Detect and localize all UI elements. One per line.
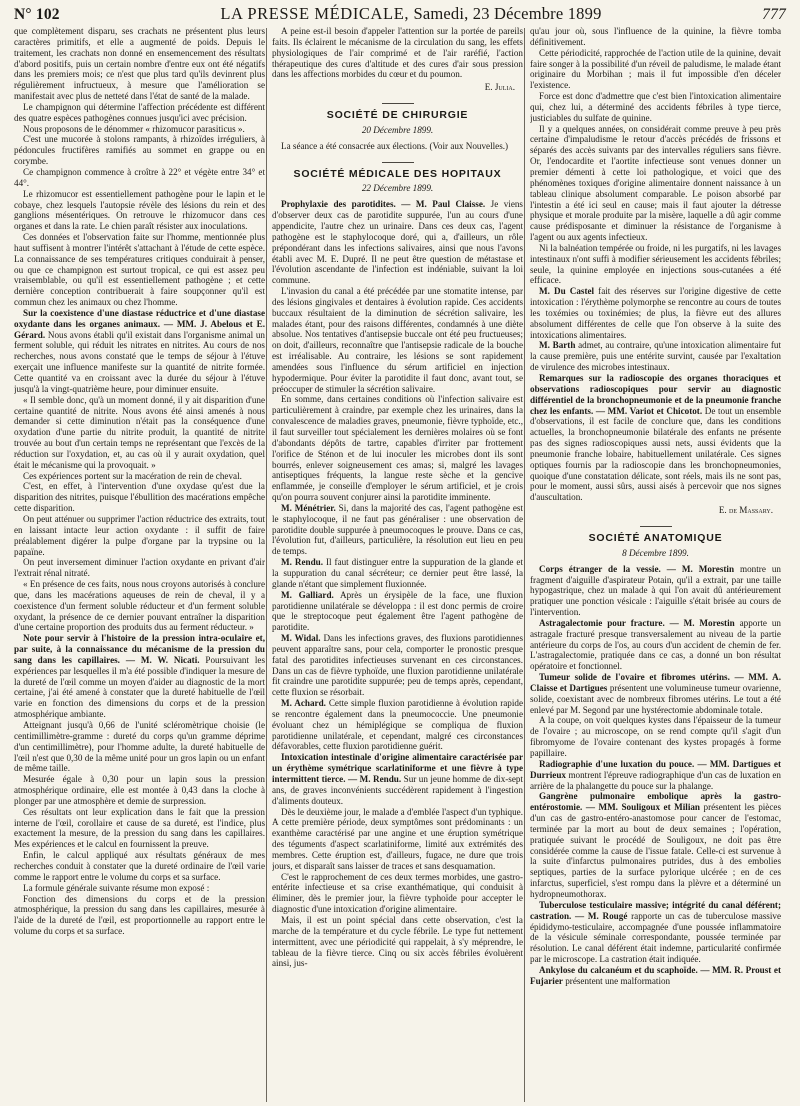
article-authors: — M. Morestin xyxy=(660,563,735,574)
section-date: 22 Décembre 1899. xyxy=(361,183,434,194)
article-title: Remarques sur la radioscopie des organes thoraciques et observations radioscopiques pour servir au diagnostic différentiel de la bronchopneumonie et de la pneumonie franche chez les enfants. xyxy=(530,373,781,416)
column-divider xyxy=(524,28,525,1102)
column-left xyxy=(14,26,265,1106)
body-paragraph: Force est donc d'admettre que c'est bien l'intoxication alimentaire qui, chez lui, a déterminé des accidents fébriles à type tierce, justiciables du sulfate de quinine. xyxy=(530,91,781,123)
article-text: Après un érysipèle de la face, une fluxion parotidienne unilatérale se développa : il est donc permis de croire que le streptocoque peut également être l'agent pathogène de parotidite. xyxy=(272,589,523,633)
running-head xyxy=(14,4,786,24)
body-paragraph: Atteignant jusqu'à 0,66 de l'unité scléromètrique choisie (le centimillimètre-gramme : dureté du corps qu'un gramme déprime d'un centimillimètre), pour l'homme adulte, la dureté habituelle de l'œil n'est que 0,30 de la même unité pour un gros lapin ou un enfant de même taille. xyxy=(14,720,265,774)
section-date: 20 Décembre 1899. xyxy=(361,124,434,135)
article-text: fait des réserves sur l'origine digestive de cette intoxication : l'érythème polymorphe se rencontre au cours de toutes les toxémies ou toxinémies; de plus, la fièvre eut des allures absolument différentes de celle que l'on observe à la suite des intoxications alimentaires. xyxy=(530,286,781,340)
article-paragraph xyxy=(272,503,523,557)
journal-title: LA PRESSE MÉDICALE, xyxy=(220,4,410,23)
body-paragraph: Le champignon qui détermine l'affection précédente est différent des quatre espèces pathogènes connues jusqu'ici avec précision. xyxy=(14,101,265,123)
section-date: 8 Décembre 1899. xyxy=(622,547,689,558)
body-paragraph: Cette périodicité, rapprochée de l'action utile de la quinine, devait faire songer à la possibilité d'un réveil de paludisme, le malade étant originaire du Morbihan ; mais il fut impossible d'en déceler l'existence. xyxy=(530,47,781,91)
section-heading: SOCIÉTÉ MÉDICALE DES HOPITAUX xyxy=(272,162,523,180)
article-paragraph xyxy=(14,633,265,720)
body-paragraph: C'est le rapprochement de ces deux termes morbides, une gastro-entérite infectieuse et sa crise exanthématique, qui conduisit à éliminer, dès le premier jour, la fièvre typhoïde pour accepter le diagnostic d'une intoxication d'origine alimentaire. xyxy=(272,871,523,915)
body-paragraph: Ni la balnéation tempérée ou froide, ni les purgatifs, ni les lavages intestinaux n'ont suffi à modifier sérieusement les accidents fébriles; seule, la quinine employée en injections sous-cutanées a été efficace. xyxy=(530,242,781,286)
article-paragraph xyxy=(272,752,523,806)
article-title: Ankylose du calcanéum et du scaphoïde. xyxy=(539,964,698,975)
article-authors: M. Barth xyxy=(539,340,576,351)
journal-masthead xyxy=(60,4,762,24)
column-middle xyxy=(272,26,523,1106)
article-title: Gangrène pulmonaire embolique après la gastro-entérostomie. xyxy=(530,791,781,813)
article-text: Nous avons établi qu'il existait dans l'organisme animal un ferment soluble, qui réduit les nitrates en nitrites. Au cours de nos recherches, nous avons constaté que le temps de séjour à l'étuve exerçait une influence manifeste sur la quantité de nitrite formée. Cette quantité va en croissant avec la durée du séjour à l'étuve jusqu'à la vingt-quatrième heure, pour diminuer ensuite. xyxy=(14,329,265,394)
article-text: Sur un jeune homme de dix-sept ans, de graves inconvénients succédèrent rapidement à l'ingestion d'aliments douteux. xyxy=(272,774,523,806)
article-authors: — MM. A. Claisse et Dartigues xyxy=(530,672,781,693)
body-paragraph: Le rhizomucor est essentiellement pathogène pour le lapin et le cobaye, chez lesquels l'autopsie révèle des lésions du rein et des ganglions mésentériques. On retrouve le rhizomucor dans ces organes et dans la rate. Le chien paraît résister aux inoculations. xyxy=(14,188,265,232)
article-paragraph xyxy=(530,373,781,503)
article-authors: — M. Morestin xyxy=(664,617,735,628)
body-paragraph: que complètement disparu, ses crachats ne présentent plus leurs caractères primitifs, et elle a augmenté de poids. Depuis le traitement, les crachats non donné en ensemencement des résultats d'abord positifs, puis un certain nombre d'entre eux ont été négatifs dans les premiers mois; ce n'est que plus tard qu'ils devinrent plus régulièrement infructueux, à mesure que l'amélioration se manifestait avec plus de netteté dans l'état de santé de la malade. xyxy=(14,26,265,102)
article-paragraph xyxy=(530,286,781,340)
article-authors: M. Rendu. xyxy=(281,557,324,568)
article-paragraph xyxy=(530,759,781,792)
body-paragraph: Mais, il est un point spécial dans cette observation, c'est la marche de la température et du cycle fébrile. Le type fut nettement intermittent, avec une périodicité qui rappelait, à s'y méprendre, le tableau de la fièvre tierce. Cinq ou six accès fébriles évoluèrent ainsi, jus- xyxy=(272,914,523,969)
article-title: Astragalectomie pour fracture. xyxy=(539,617,665,628)
article-paragraph xyxy=(530,618,781,672)
article-authors: M. Ménétrier. xyxy=(281,502,336,513)
article-title: Tuberculose testiculaire massive; intégrité du canal déférent; castration. xyxy=(530,899,781,921)
body-paragraph: En somme, dans certaines conditions où l'infection salivaire est particulièrement à craindre, par exemple chez les urinaires, dans la convalescence de maladies graves, pneumonie, fièvre typhoïde, etc., il faut surveiller tout spécialement les dernières molaires où se font d'abondants dépôts de tartre, capables d'irriter par frottement l'orifice de Sténon et de lui inoculer les microbes dont ils sont bourrés, enlever soigneusement ces amas; si, malgré les lavages antiseptiques fréquents, la langue reste sèche et la gencive enflammée, je conseille d'employer le sérum artificiel, et je crois qu'on pourra souvent conjurer ainsi la parotidite imminente. xyxy=(272,394,523,503)
body-paragraph: Ces données et l'observation faite sur l'homme, mentionnée plus haut suffisent à montrer l'intérêt s'attachant à l'étude de cette espèce. La connaissance de ses températures critiques conduirait à penser, ou que ce champignon est surtout tropical, ce qui est assez peu vraisemblable, ou qu'il est essentiellement pathogène ; et cette dernière conception contribuerait à faire soupçonner qu'il est commun chez les animaux ou chez l'homme. xyxy=(14,232,265,308)
body-paragraph: Il y a quelques années, on considérait comme preuve à peu près certaine d'impaludisme le retour d'accès précédés de frissons et séparés des accès suivants par des intervalles réguliers sans fièvre. Or, l'endocardite et l'aortite infectieuse sont venues donner un premier démenti à cette loi pathologique, et voici que des phénomènes toxiques d'origine alimentaire donnent naissance à un tableau clinique absolument comparable. Le poison absorbé par l'intestin a été ici seul en cause; mais il faut ajouter la détresse physique et morale produite par la misère, laquelle a dû agir comme cause prédisposante et diminuer la résistance de l'organisme à l'agent ou aux agents infectieux. xyxy=(530,123,781,243)
body-paragraph: « Il semble donc, qu'à un moment donné, il y ait disparition d'une certaine quantité de nitrite. Nous avons été ainsi amenés à nous demander si cette diminution n'était pas la conséquence d'une oxydation d'une partie du nitrite produit, la quantité de nitrite trouvée au bout d'un certain temps ne représentant que l'excès de la réduction sur l'oxydation, et, au cas où il y aurait oxydation, quel était le mécanisme qui la provoquait. » xyxy=(14,394,265,470)
article-authors: — M. W. Nicati. xyxy=(119,654,200,665)
article-paragraph xyxy=(530,340,781,373)
article-paragraph xyxy=(272,557,523,590)
article-paragraph xyxy=(530,791,781,899)
article-paragraph xyxy=(272,633,523,698)
article-authors: — MM. R. Proust et Fujarier xyxy=(530,964,781,986)
article-paragraph xyxy=(14,308,265,395)
article-authors: M. Achard. xyxy=(281,698,326,709)
article-authors: M. Widal. xyxy=(281,633,321,644)
article-authors: — M. Rougé xyxy=(571,910,628,921)
article-title: Prophylaxie des parotidites. xyxy=(281,199,396,210)
article-paragraph xyxy=(530,564,781,618)
body-paragraph: Fonction des dimensions du corps et de la pression atmosphérique, la pression du sang dans les capillaires, mesurée à l'aide de la dureté de l'œil, est proportionnelle au rapport entre le volume du corps et sa surface. xyxy=(14,893,265,937)
article-text: montre un fragment d'aiguille d'aspirateur Potain, qu'il a extrait, par une taille hypogastrique, chez un malade à qui l'on avait dû antérieurement pratiquer une ponction vésicale : l'aiguille s'était brisée au cours de l'intervention. xyxy=(530,563,781,618)
article-authors: — MM. Dartigues et Durrieux xyxy=(530,758,781,780)
body-paragraph: La séance a été consacrée aux élections. (Voir aux Nouvelles.) xyxy=(281,140,509,151)
article-authors: M. Galliard. xyxy=(281,589,334,600)
article-text: rapporte un cas de tuberculose massive épididymo-testiculaire, accompagnée d'une poussée inflammatoire de la vésicule séminale correspondante, poussée terminée par résolution. Le canal déférent était indemne, particularité confirmée par le microscope. La castration était indiquée. xyxy=(530,910,781,965)
body-paragraph: A la coupe, on voit quelques kystes dans l'épaisseur de la tumeur de l'ovaire ; au microscope, on se rend compte qu'il s'agit d'un fibromyome de l'ovaire contenant des kystes propagés à forme papillaire. xyxy=(530,715,781,758)
article-title: Note pour servir à l'histoire de la pression intra-oculaire et, par suite, à la connaissance du mécanisme de la pression du sang dans les capillaires. xyxy=(14,633,265,665)
article-text: Dans les infections graves, des fluxions parotidiennes peuvent apparaître sans, pour cela, comporter le pronostic presque fatal des parotidites infectieuses survenant en ces circonstances. Dans un cas de fièvre typhoïde, une fluxion parotidienne unilatérale fit craindre une parotidite suppurée; peu de temps après, cependant, cette fluxion se résorbait. xyxy=(272,633,523,698)
article-text: apporte un astragale fracturé presque transversalement au niveau de la partie antérieure du corps de l'os, au cours d'un accident de chemin de fer. L'astragalectomie, pratiquée dans ce cas, a donné un bon résultat opératoire et fonctionnel. xyxy=(530,617,781,672)
article-title: Intoxication intestinale d'origine alimentaire caractérisée par un érythème symétrique scarlatiniforme et une fièvre à type intermittent tierce. xyxy=(272,752,523,784)
body-paragraph: On peut inversement diminuer l'action oxydante en privant d'air l'extrait rénal nitraté. xyxy=(14,557,265,579)
issue-number: N° 102 xyxy=(14,6,60,23)
article-paragraph xyxy=(272,199,523,286)
article-authors: — MM. Variot et Chicotot. xyxy=(593,405,703,416)
article-text: présentent une malformation xyxy=(562,975,671,986)
article-text: présentent les pièces d'un cas de gastro-entéro-anastomose pour cancer de l'estomac, terminée par la mort au bout de deux semaines ; l'opération, pratiquée suivant le procédé de Souligoux, ne doit pas être considérée comme la cause de l'issue fatale. Celle-ci est survenue à la suite d'infarctus pulmonaires putrides, dus à des embolies septiques, parties de la surface pylorique ulcérée ; en de ces infarctus, superficiel, s'est rompu dans la plèvre et a déterminé un hydropneumothorax. xyxy=(530,802,781,899)
article-text: Cette simple fluxion parotidienne à évolution rapide se rencontre également dans la pneumococcie. Une pneumonie évoluant chez un hémiplégique se compliqua de fluxion parotidienne unilatérale, et cependant, malgré ces circonstances défavorables, cette fluxion parotidienne guérit. xyxy=(272,698,523,752)
article-paragraph xyxy=(530,965,781,987)
article-paragraph xyxy=(272,590,523,633)
article-paragraph xyxy=(530,900,781,965)
body-paragraph: C'est, en effet, à l'intervention d'une oxydase qu'est due la disparition des nitrites, puisque l'ébullition des macérations empêche cette disparition. xyxy=(14,481,265,514)
article-title: Corps étranger de la vessie. xyxy=(539,563,661,574)
column-divider xyxy=(266,28,267,1102)
article-text: De tout un ensemble d'observations, il est facile de conclure que, dans les conditions actuelles, la bronchopneumonie bilatérale des enfants ne présente pas des signes radioscopiques aussi nets, aussi évidents que la pneumonie franche lobaire, habituellement unilatérale. Ces signes optiques fournis par la radioscopie dans les bronchopneumonies, quoique d'une constatation délicate, sont réels, mais ils ne sont pas, pour le moment, aussi sûrs, aussi aisés à percevoir que nos signes d'auscultation. xyxy=(530,405,781,503)
article-text: admet, au contraire, qu'une intoxication alimentaire fut la cause première, puis une entérite survint, causée par l'exaltation de virulence des microbes intestinaux. xyxy=(530,340,781,373)
article-title: Radiographie d'une luxation du pouce. xyxy=(539,758,695,769)
article-text: Poursuivant les expériences par lesquelles il m'a été possible d'indiquer la mesure de la dureté de l'œil comme un moyen d'aider au diagnostic de la mort certaine, j'ai été amené à constater que la dureté habituelle de l'œil varie en fonction des dimensions du corps et de la pression atmosphérique ambiante. xyxy=(14,654,265,720)
body-paragraph: Ce champignon commence à croître à 22° et végète entre 34° et 44°. xyxy=(14,166,265,188)
article-text: Si, dans la majorité des cas, l'agent pathogène est le staphylocoque, il ne faut pas généraliser : une observation de parotidite double suppurée à pneumocoques le prouve. Dans ce cas, l'évolution fut, d'ailleurs, particulière, la résolution eut lieu en peu de temps. xyxy=(272,502,523,557)
article-authors: M. Du Castel xyxy=(539,286,595,297)
issue-date: Samedi, 23 Décembre 1899 xyxy=(409,4,602,23)
body-paragraph: Ces résultats ont leur explication dans le fait que la pression interne de l'œil, corollaire et cause de sa dureté, est l'indice, plus exactement la mesure, de la pression du sang dans les capillaires. Mes expériences et le calcul en fournissent la preuve. xyxy=(14,806,265,850)
body-paragraph: Dès le deuxième jour, le malade a d'emblée l'aspect d'un typhique. A cette première période, deux symptômes sont prédominants : un exanthème caractérisé par une angine et une éruption symétrique des téguments d'aspect scarlatiniforme, limité aux extrémités des membres. Cette éruption est, d'ailleurs, fugace, ne dure que trois jours, et disparaît sans laisser de traces et sans desquamation. xyxy=(272,806,523,871)
author-signature: E. Julia. xyxy=(484,82,515,93)
body-paragraph: On peut atténuer ou supprimer l'action réductrice des extraits, tout en laissant intacte leur action oxydante : il suffit de faire préalablement digérer la pulpe d'organe par la trypsine ou la papaïne. xyxy=(14,513,265,557)
article-title: Tumeur solide de l'ovaire et fibromes utérins. xyxy=(539,672,730,683)
body-paragraph: Mesurée égale à 0,30 pour un lapin sous la pression atmosphérique ordinaire, elle est montée à 0,43 dans la cloche à plonger par une atmosphère et demie de surpression. xyxy=(14,774,265,806)
page-number: 777 xyxy=(762,6,786,23)
section-heading: SOCIÉTÉ ANATOMIQUE xyxy=(530,526,781,544)
body-paragraph: Enfin, le calcul appliqué aux résultats généraux de mes recherches conduit à constater que la dureté ordinaire de l'œil varie comme le rapport entre le volume du corps et sa surface. xyxy=(14,850,265,882)
article-text: Il faut distinguer entre la suppuration de la glande et la suppuration du canal sécréteur; ce dernier peut être lassé, la glande n'étant que simplement fluxionnée. xyxy=(272,557,523,589)
author-signature: E. de Massary. xyxy=(718,505,773,516)
section-heading: SOCIÉTÉ DE CHIRURGIE xyxy=(272,103,523,121)
body-paragraph: qu'au jour où, sous l'influence de la quinine, la fièvre tomba définitivement. xyxy=(530,26,781,47)
article-text: Je viens d'observer deux cas de parotidite suppurée, l'un au cours d'une appendicite, l'autre chez un urinaire. Dans ces deux cas, l'agent pathogène est le staphylocoque doré, qui a, d'ailleurs, un rôle prépondérant dans les infections salivaires, ainsi que nous l'avons établi avec M. E. Dupré. Il ne peut être question de métastase et l'évolution ascendante de l'infection est indéniable, suivant la loi commune. xyxy=(272,199,523,286)
article-authors: — M. Rendu. xyxy=(345,774,402,784)
article-authors: — MM. J. Abelous et E. Gérard. xyxy=(14,318,265,340)
body-paragraph: La formule générale suivante résume mon exposé : xyxy=(23,882,210,893)
body-paragraph: « En présence de ces faits, nous nous croyons autorisés à conclure que, dans les macérations aqueuses de rein de cheval, il y a coexistence d'un ferment soluble réducteur et d'un ferment soluble oxydant, la présence de ce dernier pouvant entraîner la disparition d'une certaine proportion des produits dus au ferment réducteur. » xyxy=(14,579,265,633)
body-paragraph: Ces expériences portent sur la macération de rein de cheval. xyxy=(23,470,242,481)
body-paragraph: L'invasion du canal a été précédée par une stomatite intense, par des lésions gingivales et dentaires à évolution rapide. Ces accidents buccaux résultaient de la diminution de sécrétion salivaire, les malades étant, pour des raisons différentes, condamnés à une diète absolue. Nos tentatives d'antisepsie buccale ont été peu fructueuses; on doit, d'ailleurs, reconnaître que l'antisepsie radicale de la bouche est irréalisable. Au contraire, les lésions se sont rapidement amendées sous l'influence du sérum artificiel en injection hypodermique. Pour éviter la parotidite il faut donc, avant tout, se préoccuper de stimuler la sécrétion salivaire. xyxy=(272,286,523,394)
body-paragraph: A peine est-il besoin d'appeler l'attention sur la portée de pareils faits. Ils éclairent le mécanisme de la circulation du sang, les effets physiologiques de l'air comprimé et de l'air raréfié, l'action thérapeutique des cures d'altitude et des cures d'air sous pression dans les affections morbides du cœur et du poumon. xyxy=(272,26,523,80)
article-paragraph xyxy=(272,698,523,752)
article-text: montrent l'épreuve radiographique d'un cas de luxation en arrière de la phalangette du pouce sur la phalange. xyxy=(530,769,781,791)
article-title: Sur la coexistence d'une diastase réductrice et d'une diastase oxydante dans les organes animaux. xyxy=(14,307,265,329)
body-paragraph: C'est une mucorée à stolons rampants, à rhizoïdes irréguliers, à pédoncules fructifères ramifiés au sommet en grappe ou en corymbe. xyxy=(14,134,265,167)
article-authors: — M. Paul Claisse. xyxy=(395,199,486,210)
body-paragraph: Nous proposons de le dénommer « rhizomucor parasiticus ». xyxy=(23,123,245,134)
column-right xyxy=(530,26,781,1106)
article-authors: — MM. Souligoux et Milian xyxy=(582,802,701,813)
article-paragraph xyxy=(530,672,781,715)
article-text: présentent une volumineuse tumeur ovarienne, solide, coexistant avec de nombreux fibromes utérins. Le tout a été enlevé par M. Segond par une hystérectomie abdominale totale. xyxy=(530,682,781,715)
